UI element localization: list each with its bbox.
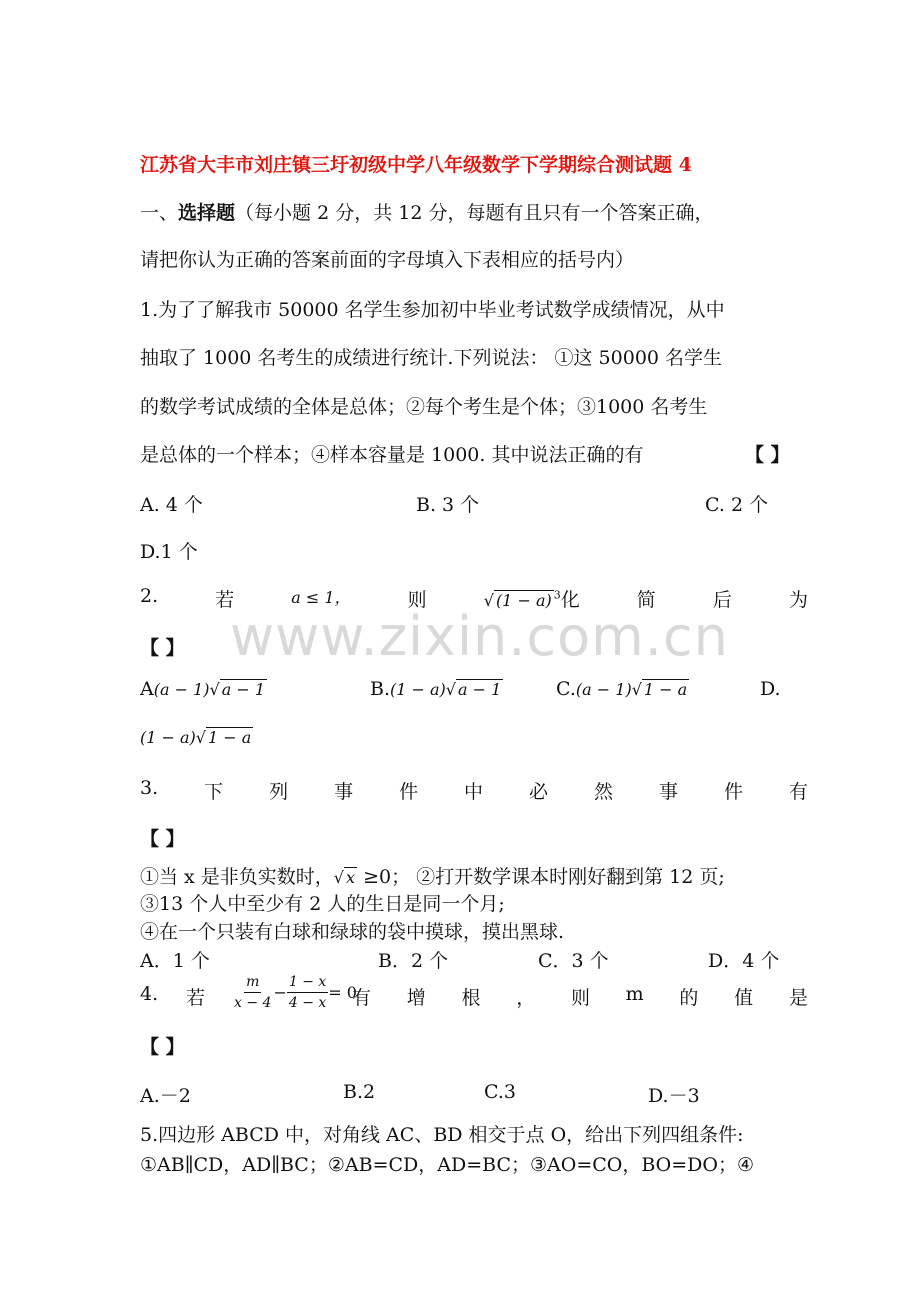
q4-number: 4. [140, 983, 159, 1005]
q3-item-text: ≥0； ②打开数学课本时刚好翻到第 12 页; [357, 866, 725, 888]
q2-option-d-label: D. [760, 678, 781, 700]
q4-word: ， [516, 987, 536, 1009]
fraction-1 [232, 972, 273, 1013]
option-label: B. [370, 678, 391, 700]
q3-option-b: B．2 个 [378, 950, 449, 972]
q4-stem-tail [352, 983, 808, 1010]
q3-option-c: C．3 个 [538, 950, 609, 972]
q3-word: 件 [723, 781, 743, 803]
q5-line-2: ①AB∥CD，AD∥BC；②AB=CD，AD=BC；③AO=CO，BO=DO；④ [140, 1154, 755, 1176]
fraction-2 [287, 972, 328, 1013]
q4-option-a: A.－2 [140, 1085, 191, 1107]
q4-word: 根 [461, 987, 481, 1009]
section-note: （每小题 2 分，共 12 分，每题有且只有一个答案正确， [235, 202, 714, 224]
q4-word: 的 [679, 987, 699, 1009]
q4-word: 若 [186, 987, 206, 1009]
numerator: m [244, 972, 261, 993]
q2-option-a: A(a − 1)√ a − 1 [140, 678, 266, 700]
q3-word: 有 [788, 781, 808, 803]
q4-word: 增 [406, 987, 426, 1009]
q2-word: 简 [636, 589, 656, 611]
option-factor: (a − 1) [153, 680, 210, 699]
q1-option-d: D.1 个 [140, 541, 198, 563]
q2-answer-bracket: 【 】 [140, 637, 185, 659]
q2-word: 则 [407, 589, 427, 611]
q2-number: 2. [140, 585, 159, 607]
q2-exponent: 3 [553, 588, 561, 602]
q3-word: 然 [594, 781, 614, 803]
denominator: x − 4 [234, 995, 272, 1011]
q2-word: 为 [788, 589, 808, 611]
q2-option-d: (1 − a)√ 1 − a [140, 728, 252, 747]
q4-word: 是 [788, 987, 808, 1009]
q3-item-1: ①当 x 是非负实数时，√ x ≥0； ②打开数学课本时刚好翻到第 12 页; [140, 866, 725, 888]
section-name: 选择题 [178, 202, 236, 224]
q5-line-1: 5.四边形 ABCD 中，对角线 AC、BD 相交于点 O，给出下列四组条件: [140, 1124, 744, 1146]
option-label: A [140, 678, 154, 700]
page-title: 江苏省大丰市刘庄镇三圩初级中学八年级数学下学期综合测试题 4 [140, 154, 692, 176]
q3-word: 必 [529, 781, 549, 803]
q3-word: 列 [269, 781, 289, 803]
q3-word: 中 [464, 781, 484, 803]
option-factor: (1 − a) [140, 728, 196, 747]
q4-option-d: D.－3 [648, 1085, 700, 1107]
section-header [140, 198, 713, 225]
equals-zero: = 0 [328, 983, 357, 1002]
q3-word: 件 [399, 781, 419, 803]
q2-condition: a ≤ 1， [291, 588, 351, 607]
q3-item-radicand: x [346, 868, 356, 887]
q3-stem [140, 777, 808, 804]
q4-word: 值 [734, 987, 754, 1009]
q4-answer-bracket: 【 】 [140, 1036, 185, 1058]
option-radicand: a − 1 [221, 680, 266, 699]
watermark: www.zixin.com.cn [230, 605, 729, 668]
section-note-2: 请把你认为正确的答案前面的字母填入下表相应的括号内） [140, 249, 635, 271]
q3-word: 事 [334, 781, 354, 803]
q3-option-a: A．1 个 [140, 950, 210, 972]
q3-item-text: ①当 x 是非负实数时， [140, 866, 334, 888]
q2-radicand: (1 − a) [495, 591, 552, 610]
q3-number: 3. [140, 777, 159, 799]
q4-equation: $\frac{m}{x - 4}$ − $\frac{1 - x}{4 - x}$ = 0 [234, 974, 357, 1011]
q1-line-4: 是总体的一个样本；④样本容量是 1000. 其中说法正确的有 [140, 444, 644, 466]
option-factor: (1 − a) [390, 680, 446, 699]
q3-word: 下 [204, 781, 224, 803]
q3-item-2: ③13 个人中至少有 2 人的生日是同一个月; [140, 893, 505, 915]
option-radicand: 1 − a [207, 728, 252, 747]
q2-expression: √ (1 − a) $^3$化 [483, 588, 580, 611]
q2-word: 若 [215, 589, 235, 611]
q1-line-2: 抽取了 1000 名考生的成绩进行统计.下列说法： ①这 50000 名学生 [140, 347, 723, 369]
q1-line-1: 1.为了了解我市 50000 名学生参加初中毕业考试数学成绩情况，从中 [140, 299, 725, 321]
q3-option-d: D．4 个 [708, 950, 780, 972]
q1-answer-bracket: 【 】 [745, 444, 790, 466]
q2-stem [140, 585, 808, 612]
q1-option-b: B. 3 个 [416, 494, 480, 516]
q1-option-c: C. 2 个 [705, 494, 769, 516]
q3-word: 事 [659, 781, 679, 803]
q3-item-3: ④在一个只装有白球和绿球的袋中摸球，摸出黑球. [140, 921, 565, 943]
option-radicand: 1 − a [643, 680, 688, 699]
q4-option-c: C.3 [484, 1081, 516, 1103]
option-factor: (a − 1) [575, 680, 632, 699]
q2-word: 化 [560, 589, 580, 611]
q4-word: 则 [570, 987, 590, 1009]
q2-word: 后 [712, 589, 732, 611]
q1-option-a: A. 4 个 [140, 494, 203, 516]
section-prefix: 一、 [140, 202, 179, 224]
q4-word: 有 [352, 987, 372, 1009]
q4-word: m [625, 983, 644, 1005]
q3-answer-bracket: 【 】 [140, 828, 185, 850]
q2-option-b: B.(1 − a)√ a − 1 [370, 678, 502, 700]
option-label: C. [556, 678, 576, 700]
q2-option-c: C.(a − 1)√ 1 − a [556, 678, 688, 700]
q4-option-b: B.2 [343, 1081, 376, 1103]
denominator: 4 − x [288, 995, 327, 1011]
numerator: 1 − x [287, 972, 328, 993]
q1-line-3: 的数学考试成绩的全体是总体；②每个考生是个体；③1000 名考生 [140, 396, 708, 418]
option-radicand: a − 1 [458, 680, 502, 699]
